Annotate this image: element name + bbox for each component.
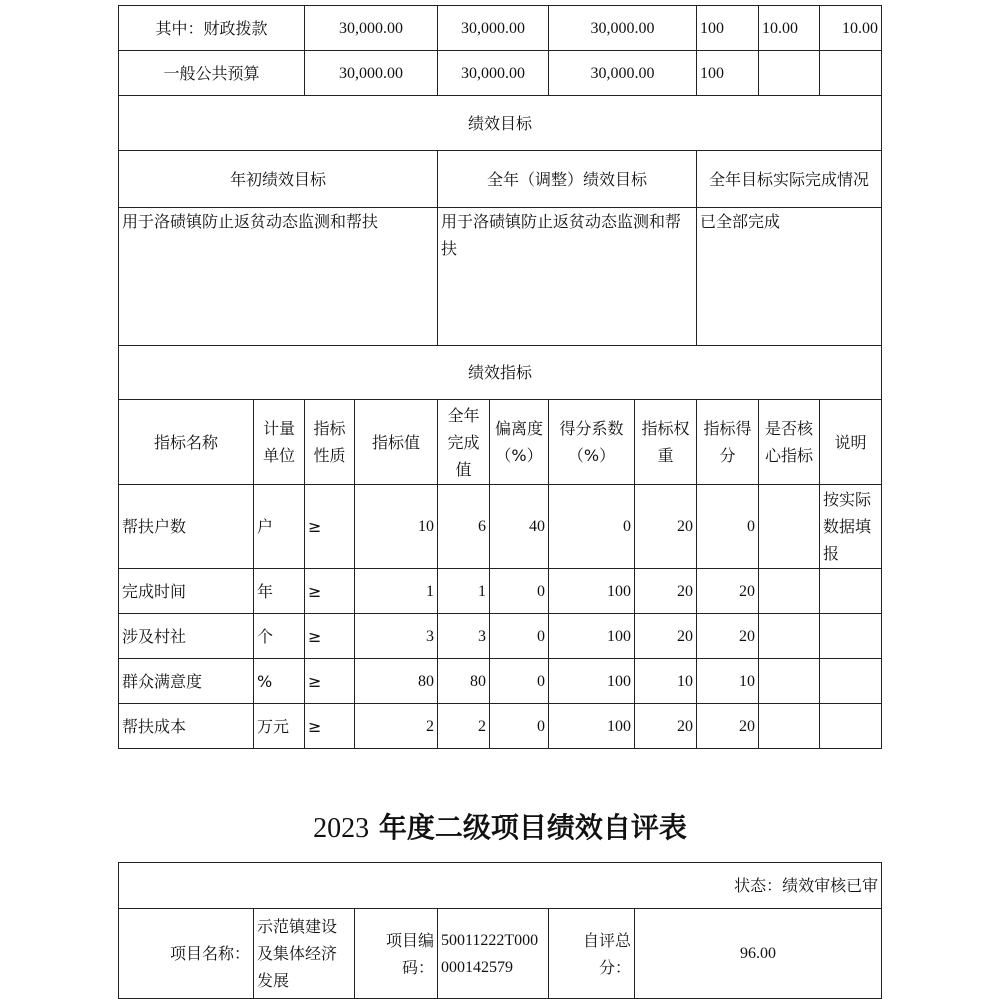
indicator-deviation: 0: [490, 704, 549, 749]
fund-score: 10.00: [820, 6, 882, 51]
indicator-coef: 100: [549, 704, 635, 749]
fund-label: 一般公共预算: [119, 51, 305, 96]
goals-col-initial: 年初绩效目标: [119, 151, 438, 208]
indicator-actual: 3: [438, 614, 490, 659]
indicator-target: 3: [355, 614, 438, 659]
goal-adjusted-text: 用于洛碛镇防止返贫动态监测和帮扶: [438, 208, 697, 346]
project-code-label: 项目编码：: [355, 909, 438, 999]
fund-rate: 100: [697, 51, 759, 96]
indicator-core: [759, 569, 820, 614]
self-eval-table: [118, 862, 882, 999]
indicator-name: 完成时间: [119, 569, 254, 614]
indicator-unit: 万元: [254, 704, 305, 749]
fund-weight: [759, 51, 820, 96]
fund-value: 30,000.00: [549, 6, 697, 51]
header-coef: 得分系数（%）: [549, 400, 635, 485]
indicator-row: [119, 614, 882, 659]
goals-section-title: 绩效目标: [119, 96, 882, 151]
indicator-weight: 10: [635, 659, 697, 704]
goals-col-adjusted: 全年（调整）绩效目标: [438, 151, 697, 208]
project-name-label: 项目名称：: [119, 909, 254, 999]
indicator-deviation: 0: [490, 659, 549, 704]
fund-value: 30,000.00: [438, 51, 549, 96]
indicator-name: 帮扶成本: [119, 704, 254, 749]
performance-table: [118, 5, 882, 749]
indicator-core: [759, 704, 820, 749]
goals-col-actual: 全年目标实际完成情况: [697, 151, 882, 208]
indicator-coef: 100: [549, 659, 635, 704]
indicator-actual: 80: [438, 659, 490, 704]
fund-value: 30,000.00: [305, 6, 438, 51]
header-score: 指标得分: [697, 400, 759, 485]
indicator-actual: 1: [438, 569, 490, 614]
indicator-unit: %: [254, 659, 305, 704]
fund-value: 30,000.00: [549, 51, 697, 96]
indicator-target: 1: [355, 569, 438, 614]
indicator-unit: 户: [254, 485, 305, 569]
indicator-deviation: 40: [490, 485, 549, 569]
indicator-unit: 年: [254, 569, 305, 614]
indicator-core: [759, 614, 820, 659]
project-name-value: 示范镇建设及集体经济发展: [254, 909, 355, 999]
indicator-actual: 6: [438, 485, 490, 569]
indicator-coef: 0: [549, 485, 635, 569]
fund-score: [820, 51, 882, 96]
indicator-note: [820, 569, 882, 614]
indicator-score: 0: [697, 485, 759, 569]
header-actual: 全年完成值: [438, 400, 490, 485]
header-name: 指标名称: [119, 400, 254, 485]
indicator-name: 帮扶户数: [119, 485, 254, 569]
indicator-weight: 20: [635, 485, 697, 569]
header-target: 指标值: [355, 400, 438, 485]
header-nature: 指标性质: [305, 400, 355, 485]
indicator-coef: 100: [549, 569, 635, 614]
indicator-name: 群众满意度: [119, 659, 254, 704]
fund-value: 30,000.00: [305, 51, 438, 96]
indicator-nature: ≥: [305, 614, 355, 659]
indicator-coef: 100: [549, 614, 635, 659]
indicator-note: [820, 659, 882, 704]
header-note: 说明: [820, 400, 882, 485]
header-deviation: 偏离度（%）: [490, 400, 549, 485]
indicator-core: [759, 659, 820, 704]
indicator-row: [119, 569, 882, 614]
indicator-score: 20: [697, 614, 759, 659]
indicator-score: 20: [697, 704, 759, 749]
goal-actual-text: 已全部完成: [697, 208, 882, 346]
indicator-note: 按实际数据填报: [820, 485, 882, 569]
indicator-weight: 20: [635, 614, 697, 659]
goal-initial-text: 用于洛碛镇防止返贫动态监测和帮扶: [119, 208, 438, 346]
indicator-score: 10: [697, 659, 759, 704]
fund-rate: 100: [697, 6, 759, 51]
title-text: 年度二级项目绩效自评表: [369, 811, 687, 844]
fund-value: 30,000.00: [438, 6, 549, 51]
indicator-deviation: 0: [490, 569, 549, 614]
header-unit: 计量单位: [254, 400, 305, 485]
indicator-note: [820, 614, 882, 659]
header-core: 是否核心指标: [759, 400, 820, 485]
indicator-core: [759, 485, 820, 569]
indicator-deviation: 0: [490, 614, 549, 659]
indicator-header-row: [119, 400, 882, 485]
indicator-nature: ≥: [305, 704, 355, 749]
indicator-row: [119, 704, 882, 749]
page-title: [0, 806, 1000, 851]
status-text: 状态：绩效审核已审: [119, 863, 882, 909]
fund-row-general: [119, 51, 882, 96]
indicator-note: [820, 704, 882, 749]
total-score-label: 自评总分：: [549, 909, 635, 999]
total-score-value: 96.00: [635, 909, 882, 999]
fund-weight: 10.00: [759, 6, 820, 51]
indicator-target: 80: [355, 659, 438, 704]
indicator-target: 2: [355, 704, 438, 749]
indicator-weight: 20: [635, 704, 697, 749]
indicator-nature: ≥: [305, 569, 355, 614]
indicator-unit: 个: [254, 614, 305, 659]
indicators-section-title: 绩效指标: [119, 346, 882, 400]
title-year: 2023: [313, 813, 370, 844]
indicator-row: [119, 485, 882, 569]
indicator-actual: 2: [438, 704, 490, 749]
indicator-nature: ≥: [305, 485, 355, 569]
fund-label: 其中：财政拨款: [119, 6, 305, 51]
indicator-name: 涉及村社: [119, 614, 254, 659]
indicator-nature: ≥: [305, 659, 355, 704]
header-weight: 指标权重: [635, 400, 697, 485]
indicator-row: [119, 659, 882, 704]
indicator-weight: 20: [635, 569, 697, 614]
indicator-score: 20: [697, 569, 759, 614]
fund-row-fiscal: [119, 6, 882, 51]
project-code-value: 50011222T000000142579: [438, 909, 549, 999]
indicator-target: 10: [355, 485, 438, 569]
